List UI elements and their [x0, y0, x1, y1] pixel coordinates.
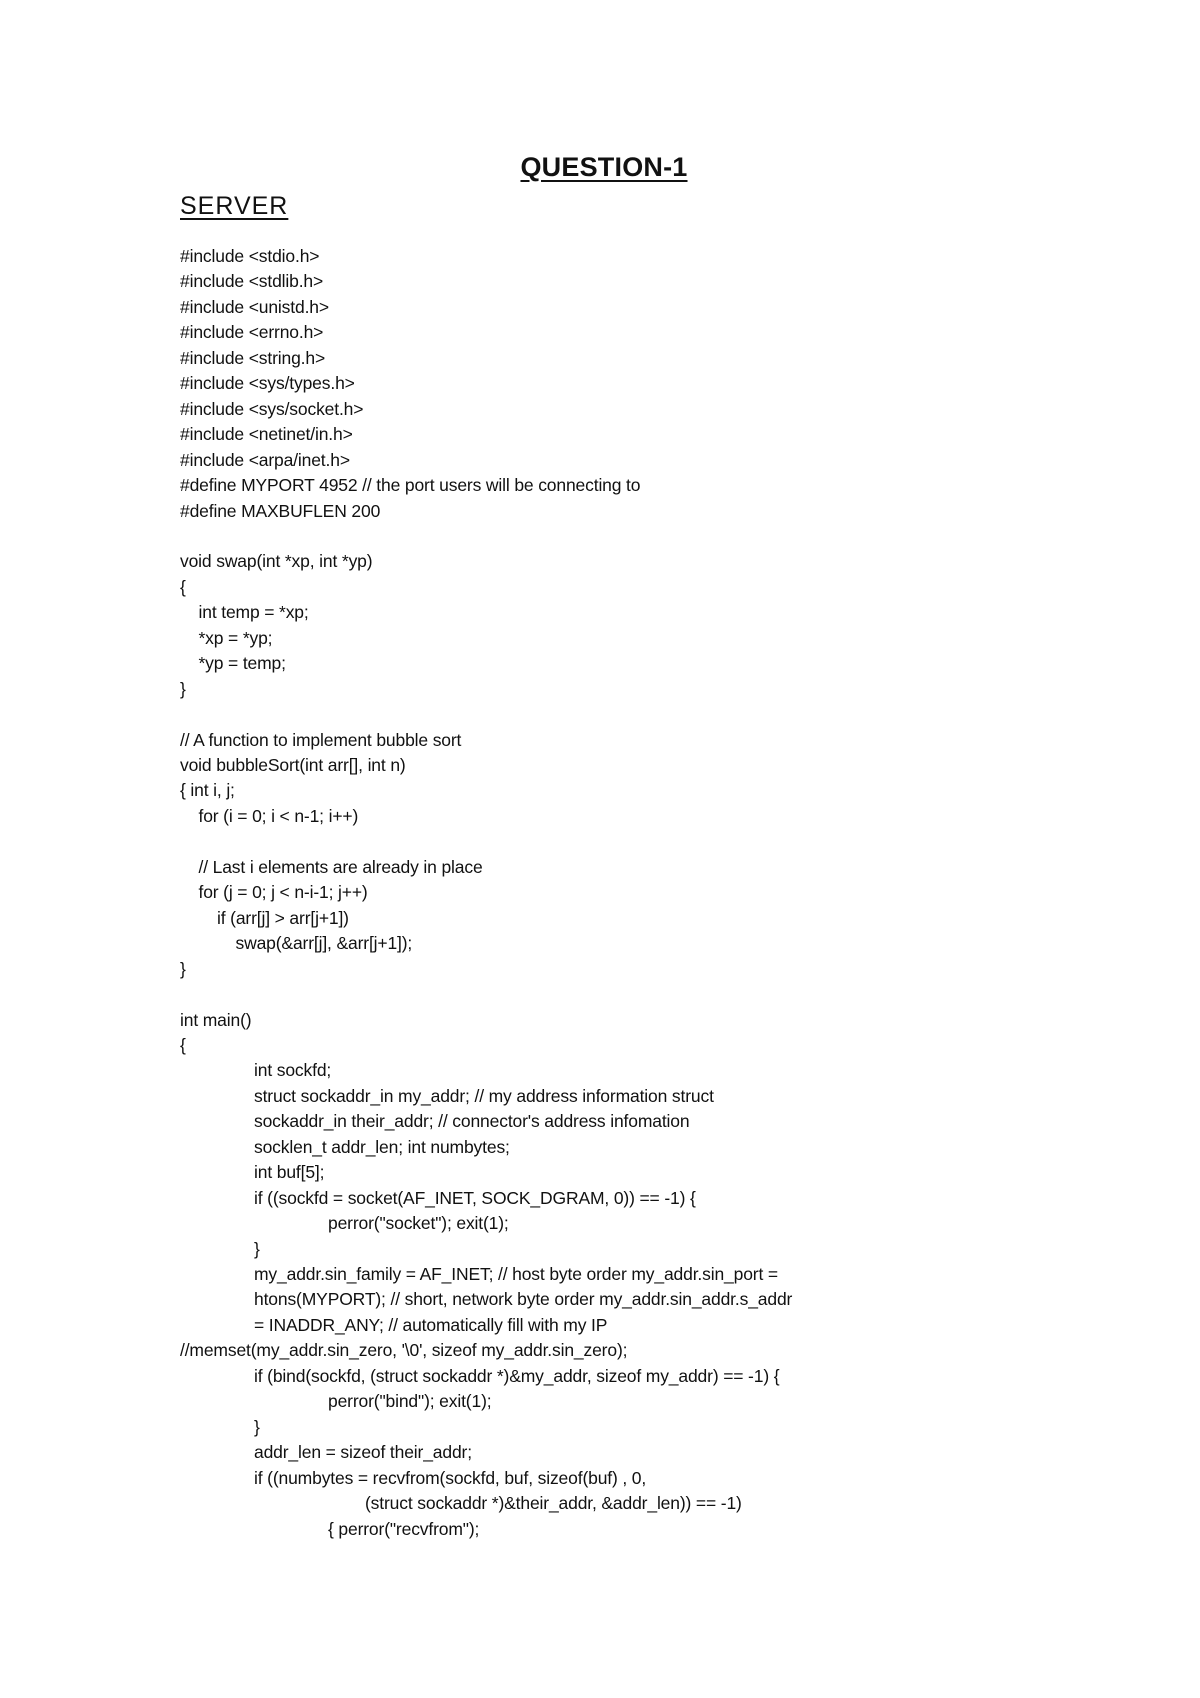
code-line: addr_len = sizeof their_addr;: [254, 1442, 472, 1463]
code-line: int buf[5];: [254, 1162, 325, 1183]
code-line: perror("socket"); exit(1);: [328, 1213, 509, 1234]
code-line: my_addr.sin_family = AF_INET; // host byte order my_addr.sin_port =: [254, 1264, 778, 1284]
code-line: perror("bind"); exit(1);: [328, 1391, 492, 1412]
code-line: if (arr[j] > arr[j+1]): [217, 907, 349, 928]
code-line: {: [180, 576, 186, 597]
code-line: #include <sys/socket.h>: [180, 398, 364, 419]
code-line: }: [180, 958, 186, 979]
code-line: // Last i elements are already in place: [198, 856, 483, 877]
code-line: { perror("recvfrom");: [328, 1518, 480, 1539]
code-line: int sockfd;: [254, 1060, 332, 1081]
code-line: (struct sockaddr *)&their_addr, &addr_len)) == -1): [365, 1493, 742, 1514]
code-line: #include <unistd.h>: [180, 296, 329, 317]
code-line: // A function to implement bubble sort: [180, 729, 462, 750]
code-line: }: [254, 1238, 260, 1259]
code-line: #include <errno.h>: [180, 322, 324, 343]
code-line: socklen_t addr_len; int numbytes;: [254, 1136, 510, 1157]
code-line: for (j = 0; j < n-i-1; j++): [198, 882, 368, 903]
code-line: if ((sockfd = socket(AF_INET, SOCK_DGRAM, 0)) == -1) {: [254, 1187, 696, 1208]
code-line: #include <sys/types.h>: [180, 373, 355, 394]
code-line: for (i = 0; i < n-1; i++): [198, 805, 359, 826]
code-line: //memset(my_addr.sin_zero, '\0', sizeof my_addr.sin_zero);: [180, 1340, 628, 1361]
code-line: if (bind(sockfd, (struct sockaddr *)&my_addr, sizeof my_addr) == -1) {: [254, 1365, 780, 1386]
code-line: struct sockaddr_in my_addr; // my address information struct: [254, 1085, 714, 1106]
code-line: if ((numbytes = recvfrom(sockfd, buf, sizeof(buf) , 0,: [254, 1467, 647, 1488]
code-line: *yp = temp;: [198, 653, 286, 674]
code-line: void swap(int *xp, int *yp): [180, 551, 373, 572]
code-line: }: [254, 1416, 260, 1437]
code-line: { int i, j;: [180, 780, 235, 801]
code-line: *xp = *yp;: [198, 627, 273, 648]
code-line: swap(&arr[j], &arr[j+1]);: [235, 933, 413, 954]
code-line: #include <string.h>: [180, 347, 326, 368]
code-line: int main(): [180, 1009, 252, 1030]
code-line: #include <netinet/in.h>: [180, 424, 353, 445]
code-line: {: [180, 1034, 186, 1055]
code-line: void bubbleSort(int arr[], int n): [180, 755, 406, 775]
code-line: #include <stdio.h>: [180, 246, 320, 266]
page-title: QUESTION-1: [520, 152, 688, 182]
code-line: #include <arpa/inet.h>: [180, 449, 350, 470]
code-line: }: [180, 678, 186, 699]
code-line: #include <stdlib.h>: [180, 271, 324, 292]
code-line: = INADDR_ANY; // automatically fill with my IP: [254, 1314, 608, 1335]
code-line: htons(MYPORT); // short, network byte order my_addr.sin_addr.s_addr: [254, 1289, 793, 1310]
code-line: int temp = *xp;: [198, 602, 309, 623]
code-line: #define MAXBUFLEN 200: [180, 500, 381, 521]
section-heading: SERVER: [180, 192, 289, 220]
code-line: sockaddr_in their_addr; // connector's address infomation: [254, 1111, 690, 1132]
code-line: #define MYPORT 4952 // the port users will be connecting to: [180, 475, 641, 496]
